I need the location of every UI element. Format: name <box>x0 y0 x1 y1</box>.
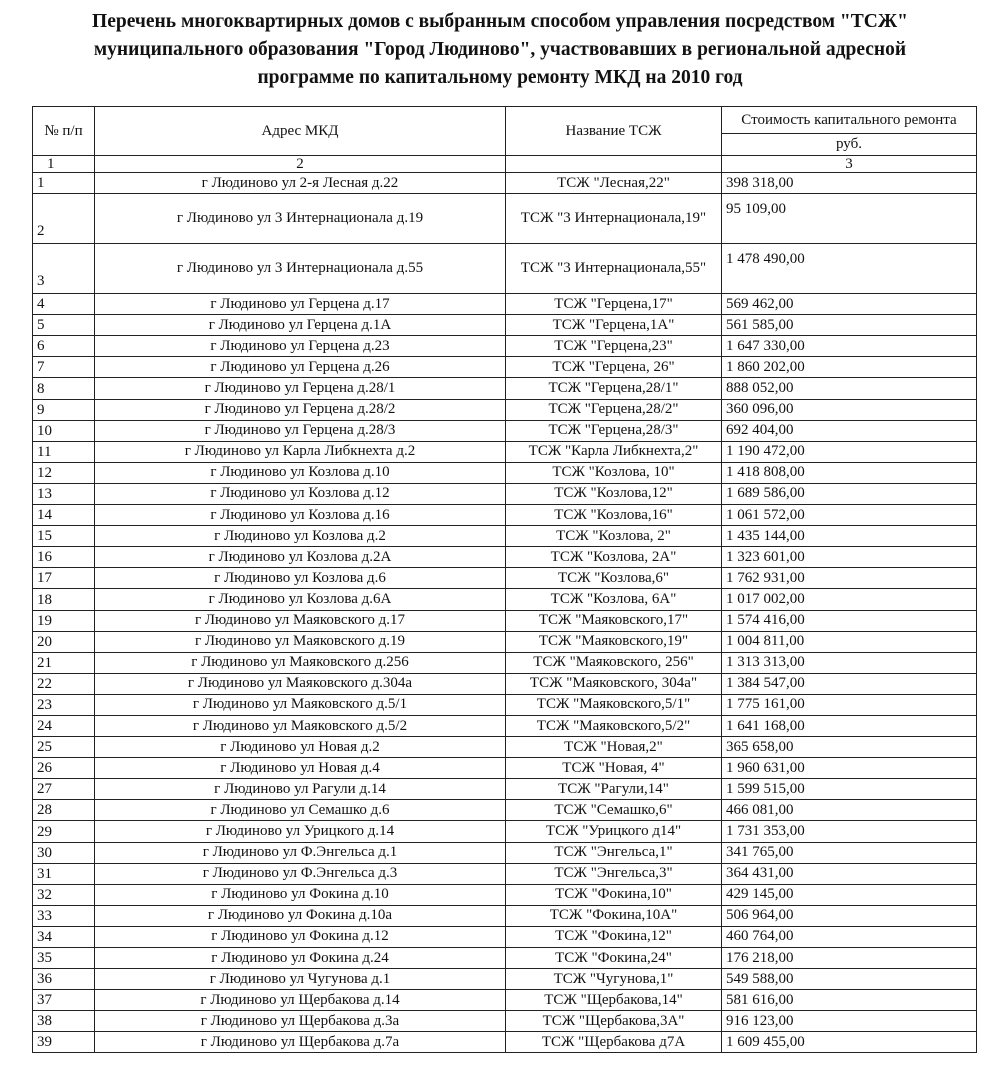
row-hoa-name: ТСЖ "3 Интернационала,55" <box>506 244 722 294</box>
table-row <box>33 568 977 589</box>
row-hoa-name: ТСЖ "Маяковского, 256" <box>506 652 722 673</box>
row-number: 8 <box>33 378 95 399</box>
row-address: г Людиново ул Герцена д.17 <box>95 294 506 315</box>
row-hoa-name: ТСЖ "Новая,2" <box>506 737 722 758</box>
row-repair-cost: 1 478 490,00 <box>722 244 977 294</box>
row-number: 12 <box>33 462 95 483</box>
row-hoa-name: ТСЖ "Герцена,23" <box>506 336 722 357</box>
row-hoa-name: ТСЖ "Герцена,17" <box>506 294 722 315</box>
row-hoa-name: ТСЖ "Новая, 4" <box>506 758 722 779</box>
row-number: 25 <box>33 737 95 758</box>
header-address: Адрес МКД <box>95 107 506 156</box>
row-number: 29 <box>33 821 95 842</box>
row-repair-cost: 460 764,00 <box>722 926 977 947</box>
table-row <box>33 821 977 842</box>
row-hoa-name: ТСЖ "Чугунова,1" <box>506 969 722 990</box>
row-hoa-name: ТСЖ "Маяковского, 304а" <box>506 673 722 694</box>
column-index-address: 2 <box>95 156 506 173</box>
row-number: 15 <box>33 526 95 547</box>
row-hoa-name: ТСЖ "Козлова, 6А" <box>506 589 722 610</box>
row-number: 23 <box>33 694 95 715</box>
row-hoa-name: ТСЖ "Герцена,28/3" <box>506 420 722 441</box>
row-repair-cost: 1 384 547,00 <box>722 673 977 694</box>
table-row <box>33 357 977 378</box>
table-row <box>33 589 977 610</box>
row-repair-cost: 506 964,00 <box>722 905 977 926</box>
row-repair-cost: 561 585,00 <box>722 315 977 336</box>
row-address: г Людиново ул Маяковского д.304а <box>95 673 506 694</box>
row-hoa-name: ТСЖ "Энгельса,1" <box>506 842 722 863</box>
row-hoa-name: ТСЖ "Фокина,24" <box>506 948 722 969</box>
row-repair-cost: 1 731 353,00 <box>722 821 977 842</box>
column-index-row <box>33 156 977 173</box>
row-number: 17 <box>33 568 95 589</box>
table-row <box>33 420 977 441</box>
row-number: 7 <box>33 357 95 378</box>
table-row <box>33 547 977 568</box>
table-row <box>33 505 977 526</box>
table-row <box>33 631 977 652</box>
row-number: 26 <box>33 758 95 779</box>
row-number: 4 <box>33 294 95 315</box>
table-row <box>33 969 977 990</box>
row-address: г Людиново ул Герцена д.26 <box>95 357 506 378</box>
row-hoa-name: ТСЖ "Семашко,6" <box>506 800 722 821</box>
row-hoa-name: ТСЖ "Фокина,10А" <box>506 905 722 926</box>
row-hoa-name: ТСЖ "Щербакова,3А" <box>506 1011 722 1032</box>
row-address: г Людиново ул Маяковского д.256 <box>95 652 506 673</box>
table-row <box>33 441 977 462</box>
row-address: г Людиново ул 3 Интернационала д.55 <box>95 244 506 294</box>
row-repair-cost: 466 081,00 <box>722 800 977 821</box>
row-hoa-name: ТСЖ "Фокина,12" <box>506 926 722 947</box>
header-cost: Стоимость капитального ремонта <box>722 107 977 134</box>
table-row <box>33 673 977 694</box>
title-line-1: Перечень многоквартирных домов с выбранным способом управления посредством "ТСЖ" <box>92 11 908 32</box>
row-address: г Людиново ул Рагули д.14 <box>95 779 506 800</box>
row-hoa-name: ТСЖ "Щербакова,14" <box>506 990 722 1011</box>
row-repair-cost: 1 860 202,00 <box>722 357 977 378</box>
document-title <box>20 8 980 92</box>
column-index-num: 1 <box>33 156 95 173</box>
row-repair-cost: 1 609 455,00 <box>722 1032 977 1053</box>
table-body <box>33 173 977 1053</box>
row-number: 37 <box>33 990 95 1011</box>
row-address: г Людиново ул Щербакова д.3а <box>95 1011 506 1032</box>
row-address: г Людиново ул Семашко д.6 <box>95 800 506 821</box>
row-hoa-name: ТСЖ "Козлова,12" <box>506 483 722 504</box>
row-address: г Людиново ул Карла Либкнехта д.2 <box>95 441 506 462</box>
table-row <box>33 378 977 399</box>
row-repair-cost: 549 588,00 <box>722 969 977 990</box>
row-address: г Людиново ул Герцена д.23 <box>95 336 506 357</box>
row-repair-cost: 364 431,00 <box>722 863 977 884</box>
row-number: 19 <box>33 610 95 631</box>
row-address: г Людиново ул Новая д.2 <box>95 737 506 758</box>
row-number: 28 <box>33 800 95 821</box>
row-number: 39 <box>33 1032 95 1053</box>
row-repair-cost: 1 641 168,00 <box>722 715 977 736</box>
row-hoa-name: ТСЖ "Рагули,14" <box>506 779 722 800</box>
row-repair-cost: 1 435 144,00 <box>722 526 977 547</box>
row-number: 22 <box>33 673 95 694</box>
row-hoa-name: ТСЖ "Энгельса,3" <box>506 863 722 884</box>
table-row <box>33 483 977 504</box>
table-row <box>33 294 977 315</box>
row-hoa-name: ТСЖ "Козлова,6" <box>506 568 722 589</box>
row-number: 34 <box>33 926 95 947</box>
table-row <box>33 758 977 779</box>
row-address: г Людиново ул Ф.Энгельса д.1 <box>95 842 506 863</box>
row-number: 10 <box>33 420 95 441</box>
table-row <box>33 715 977 736</box>
row-address: г Людиново ул Маяковского д.17 <box>95 610 506 631</box>
row-repair-cost: 429 145,00 <box>722 884 977 905</box>
row-repair-cost: 1 418 808,00 <box>722 462 977 483</box>
row-hoa-name: ТСЖ "Маяковского,5/1" <box>506 694 722 715</box>
table-row <box>33 336 977 357</box>
row-repair-cost: 365 658,00 <box>722 737 977 758</box>
row-number: 32 <box>33 884 95 905</box>
row-repair-cost: 360 096,00 <box>722 399 977 420</box>
row-address: г Людиново ул Герцена д.28/2 <box>95 399 506 420</box>
table-row <box>33 779 977 800</box>
row-address: г Людиново ул 3 Интернационала д.19 <box>95 194 506 244</box>
row-repair-cost: 1 323 601,00 <box>722 547 977 568</box>
row-repair-cost: 1 647 330,00 <box>722 336 977 357</box>
row-number: 21 <box>33 652 95 673</box>
row-repair-cost: 1 004 811,00 <box>722 631 977 652</box>
row-address: г Людиново ул Щербакова д.14 <box>95 990 506 1011</box>
row-number: 20 <box>33 631 95 652</box>
table-row <box>33 399 977 420</box>
row-number: 13 <box>33 483 95 504</box>
row-hoa-name: ТСЖ "Герцена,28/1" <box>506 378 722 399</box>
row-number: 33 <box>33 905 95 926</box>
row-address: г Людиново ул Щербакова д.7а <box>95 1032 506 1053</box>
table-row <box>33 462 977 483</box>
row-hoa-name: ТСЖ "3 Интернационала,19" <box>506 194 722 244</box>
table-row <box>33 244 977 294</box>
row-hoa-name: ТСЖ "Козлова, 10" <box>506 462 722 483</box>
row-number: 9 <box>33 399 95 420</box>
row-repair-cost: 692 404,00 <box>722 420 977 441</box>
row-number: 16 <box>33 547 95 568</box>
row-address: г Людиново ул Фокина д.10 <box>95 884 506 905</box>
row-address: г Людиново ул 2-я Лесная д.22 <box>95 173 506 194</box>
row-repair-cost: 398 318,00 <box>722 173 977 194</box>
table-row <box>33 694 977 715</box>
row-number: 18 <box>33 589 95 610</box>
row-number: 3 <box>33 244 95 294</box>
row-address: г Людиново ул Чугунова д.1 <box>95 969 506 990</box>
row-hoa-name: ТСЖ "Маяковского,19" <box>506 631 722 652</box>
row-address: г Людиново ул Фокина д.12 <box>95 926 506 947</box>
row-number: 24 <box>33 715 95 736</box>
table-row <box>33 526 977 547</box>
table-row <box>33 315 977 336</box>
title-line-2: муниципального образования "Город Людиново", участвовавших в региональной адресной <box>93 39 907 60</box>
table-row <box>33 194 977 244</box>
row-repair-cost: 1 689 586,00 <box>722 483 977 504</box>
row-repair-cost: 569 462,00 <box>722 294 977 315</box>
row-repair-cost: 1 313 313,00 <box>722 652 977 673</box>
row-address: г Людиново ул Урицкого д.14 <box>95 821 506 842</box>
row-hoa-name: ТСЖ "Лесная,22" <box>506 173 722 194</box>
row-number: 2 <box>33 194 95 244</box>
housing-table <box>32 106 977 1053</box>
row-number: 35 <box>33 948 95 969</box>
title-line-3: программе по капитальному ремонту МКД на 2010 год <box>257 67 743 88</box>
row-hoa-name: ТСЖ "Козлова, 2" <box>506 526 722 547</box>
row-repair-cost: 1 574 416,00 <box>722 610 977 631</box>
row-repair-cost: 1 960 631,00 <box>722 758 977 779</box>
table-row <box>33 926 977 947</box>
row-address: г Людиново ул Козлова д.10 <box>95 462 506 483</box>
row-number: 27 <box>33 779 95 800</box>
row-number: 5 <box>33 315 95 336</box>
table-row <box>33 905 977 926</box>
row-number: 31 <box>33 863 95 884</box>
row-address: г Людиново ул Маяковского д.5/2 <box>95 715 506 736</box>
row-number: 14 <box>33 505 95 526</box>
row-repair-cost: 95 109,00 <box>722 194 977 244</box>
row-address: г Людиново ул Козлова д.6 <box>95 568 506 589</box>
row-hoa-name: ТСЖ "Карла Либкнехта,2" <box>506 441 722 462</box>
row-address: г Людиново ул Маяковского д.5/1 <box>95 694 506 715</box>
row-hoa-name: ТСЖ "Козлова, 2А" <box>506 547 722 568</box>
row-hoa-name: ТСЖ "Щербакова д7А <box>506 1032 722 1053</box>
row-repair-cost: 1 017 002,00 <box>722 589 977 610</box>
table-header-row <box>33 107 977 134</box>
row-address: г Людиново ул Герцена д.28/1 <box>95 378 506 399</box>
row-repair-cost: 1 775 161,00 <box>722 694 977 715</box>
row-repair-cost: 581 616,00 <box>722 990 977 1011</box>
row-hoa-name: ТСЖ "Герцена,28/2" <box>506 399 722 420</box>
table-row <box>33 1011 977 1032</box>
row-hoa-name: ТСЖ "Герцена,1А" <box>506 315 722 336</box>
row-number: 30 <box>33 842 95 863</box>
column-index-cost: 3 <box>722 156 977 173</box>
table-row <box>33 610 977 631</box>
table-row <box>33 884 977 905</box>
row-address: г Людиново ул Козлова д.2А <box>95 547 506 568</box>
row-hoa-name: ТСЖ "Урицкого д14" <box>506 821 722 842</box>
table-row <box>33 842 977 863</box>
row-number: 1 <box>33 173 95 194</box>
row-address: г Людиново ул Герцена д.1А <box>95 315 506 336</box>
row-repair-cost: 916 123,00 <box>722 1011 977 1032</box>
table-row <box>33 173 977 194</box>
column-index-name <box>506 156 722 173</box>
row-repair-cost: 176 218,00 <box>722 948 977 969</box>
row-address: г Людиново ул Фокина д.24 <box>95 948 506 969</box>
table-row <box>33 652 977 673</box>
header-num: № п/п <box>33 107 95 156</box>
row-hoa-name: ТСЖ "Маяковского,17" <box>506 610 722 631</box>
table-row <box>33 863 977 884</box>
row-repair-cost: 888 052,00 <box>722 378 977 399</box>
row-repair-cost: 1 762 931,00 <box>722 568 977 589</box>
row-address: г Людиново ул Герцена д.28/3 <box>95 420 506 441</box>
row-number: 36 <box>33 969 95 990</box>
table-row <box>33 990 977 1011</box>
row-repair-cost: 341 765,00 <box>722 842 977 863</box>
header-name: Название ТСЖ <box>506 107 722 156</box>
row-address: г Людиново ул Маяковского д.19 <box>95 631 506 652</box>
row-hoa-name: ТСЖ "Маяковского,5/2" <box>506 715 722 736</box>
row-address: г Людиново ул Козлова д.12 <box>95 483 506 504</box>
row-repair-cost: 1 599 515,00 <box>722 779 977 800</box>
row-hoa-name: ТСЖ "Козлова,16" <box>506 505 722 526</box>
row-address: г Людиново ул Козлова д.6А <box>95 589 506 610</box>
row-address: г Людиново ул Фокина д.10а <box>95 905 506 926</box>
header-cost-unit: руб. <box>722 134 977 156</box>
row-repair-cost: 1 190 472,00 <box>722 441 977 462</box>
row-repair-cost: 1 061 572,00 <box>722 505 977 526</box>
row-number: 6 <box>33 336 95 357</box>
row-address: г Людиново ул Козлова д.16 <box>95 505 506 526</box>
row-address: г Людиново ул Ф.Энгельса д.3 <box>95 863 506 884</box>
table-row <box>33 948 977 969</box>
row-number: 38 <box>33 1011 95 1032</box>
row-hoa-name: ТСЖ "Фокина,10" <box>506 884 722 905</box>
row-number: 11 <box>33 441 95 462</box>
row-hoa-name: ТСЖ "Герцена, 26" <box>506 357 722 378</box>
row-address: г Людиново ул Новая д.4 <box>95 758 506 779</box>
table-row <box>33 1032 977 1053</box>
row-address: г Людиново ул Козлова д.2 <box>95 526 506 547</box>
table-row <box>33 800 977 821</box>
table-row <box>33 737 977 758</box>
